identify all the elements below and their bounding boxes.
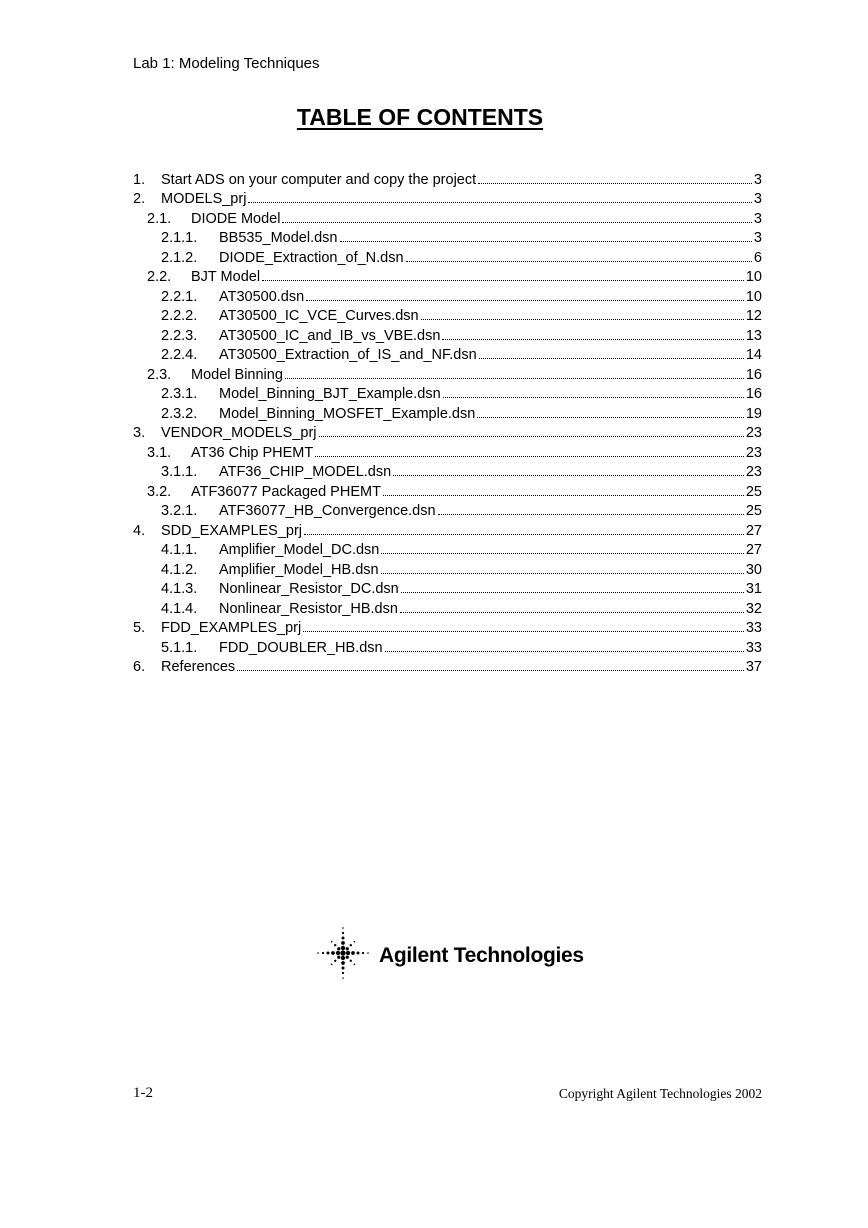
toc-entry (133, 422, 762, 442)
toc-entry-number: 3.2.1. (161, 503, 198, 519)
toc-dot-leader (262, 279, 744, 281)
toc-entry (133, 539, 762, 559)
toc-entry-page: 16 (745, 386, 762, 402)
toc-entry-number: 2. (133, 191, 146, 207)
toc-dot-leader (248, 201, 752, 203)
toc-entry (133, 656, 762, 676)
toc-entry-label: Model_Binning_MOSFET_Example.dsn (219, 405, 476, 422)
toc-entry-number: 5. (133, 620, 146, 636)
toc-entry-page: 10 (745, 269, 762, 285)
toc-dot-leader (400, 611, 744, 613)
toc-dot-leader (381, 572, 744, 574)
toc-entry-label: FDD_EXAMPLES_prj (161, 620, 302, 636)
toc-entry-number: 2.2. (147, 269, 172, 285)
toc-entry (133, 461, 762, 481)
toc-entry-label: Start ADS on your computer and copy the project (161, 171, 477, 188)
toc-entry-number: 3.1. (147, 444, 172, 461)
toc-entry-page: 23 (745, 425, 762, 441)
toc-entry-label: ATF36_CHIP_MODEL.dsn (219, 464, 392, 480)
toc-entry-page: 30 (745, 561, 762, 578)
toc-entry-number: 3. (133, 425, 146, 441)
toc-entry (133, 188, 762, 208)
toc-dot-leader (306, 299, 744, 301)
toc-entry-number: 2.2.4. (161, 347, 198, 363)
toc-entry-number: 2.2.3. (161, 327, 198, 344)
toc-entry-number: 5.1.1. (161, 639, 198, 656)
toc-entry-label: MODELS_prj (161, 191, 247, 207)
toc-entry (133, 441, 762, 461)
toc-entry (133, 344, 762, 364)
toc-entry-label: BB535_Model.dsn (219, 230, 338, 246)
toc-entry-number: 6. (133, 659, 146, 675)
toc-entry (133, 246, 762, 266)
toc-entry (133, 305, 762, 325)
table-of-contents (133, 168, 762, 675)
toc-entry-number: 2.2.2. (161, 308, 198, 324)
toc-entry-page: 3 (753, 230, 762, 246)
toc-entry-label: AT30500_IC_VCE_Curves.dsn (219, 308, 419, 324)
toc-dot-leader (237, 669, 744, 671)
toc-dot-leader (315, 455, 744, 457)
toc-entry-number: 3.2. (147, 483, 172, 500)
page-title: TABLE OF CONTENTS (296, 104, 544, 130)
toc-entry-label: AT30500_Extraction_of_IS_and_NF.dsn (219, 347, 477, 363)
agilent-spark-icon (313, 923, 373, 988)
toc-entry-page: 6 (753, 249, 762, 266)
toc-entry-number: 2.1.2. (161, 249, 198, 266)
toc-dot-leader (477, 416, 744, 418)
toc-dot-leader (381, 552, 743, 554)
toc-entry-label: AT30500.dsn (219, 288, 305, 305)
toc-entry (133, 266, 762, 286)
toc-entry-page: 19 (745, 405, 762, 422)
toc-entry-page: 23 (745, 464, 762, 480)
toc-entry-label: SDD_EXAMPLES_prj (161, 522, 303, 539)
toc-entry-page: 13 (745, 327, 762, 344)
page-number: 1-2 (133, 1085, 153, 1101)
toc-entry (133, 500, 762, 520)
toc-entry-page: 10 (745, 288, 762, 305)
toc-entry (133, 402, 762, 422)
logo-text: Agilent Technologies (379, 943, 584, 967)
toc-entry-label: Nonlinear_Resistor_DC.dsn (219, 581, 399, 597)
running-header: Lab 1: Modeling Techniques (133, 55, 320, 72)
toc-dot-leader (385, 650, 744, 652)
toc-entry-label: ATF36077 Packaged PHEMT (191, 483, 381, 500)
toc-entry (133, 578, 762, 598)
toc-dot-leader (443, 396, 744, 398)
toc-dot-leader (479, 357, 744, 359)
toc-entry-number: 4.1.2. (161, 561, 198, 578)
toc-entry-number: 2.2.1. (161, 288, 198, 305)
toc-dot-leader (401, 591, 744, 593)
toc-entry (133, 636, 762, 656)
toc-entry-label: VENDOR_MODELS_prj (161, 425, 317, 441)
toc-entry-page: 27 (745, 522, 762, 539)
toc-entry-page: 3 (753, 191, 762, 207)
toc-entry-page: 3 (753, 171, 762, 188)
toc-dot-leader (393, 474, 744, 476)
toc-entry (133, 227, 762, 247)
agilent-logo (313, 923, 584, 988)
toc-entry (133, 480, 762, 500)
toc-entry-page: 25 (745, 483, 762, 500)
toc-dot-leader (303, 630, 744, 632)
toc-entry-label: Amplifier_Model_HB.dsn (219, 561, 379, 578)
toc-entry-label: Model Binning (191, 366, 283, 383)
toc-entry-number: 4.1.4. (161, 600, 198, 617)
toc-entry-label: Nonlinear_Resistor_HB.dsn (219, 600, 398, 617)
toc-dot-leader (319, 435, 744, 437)
toc-dot-leader (285, 377, 744, 379)
toc-entry-number: 4.1.1. (161, 542, 198, 558)
toc-entry-page: 14 (745, 347, 762, 363)
toc-entry (133, 207, 762, 227)
toc-dot-leader (442, 338, 743, 340)
toc-entry-number: 2.3.2. (161, 405, 198, 422)
toc-dot-leader (406, 260, 752, 262)
toc-entry-number: 3.1.1. (161, 464, 198, 480)
toc-entry-label: AT30500_IC_and_IB_vs_VBE.dsn (219, 327, 441, 344)
toc-entry-page: 25 (745, 503, 762, 519)
toc-entry (133, 285, 762, 305)
toc-entry (133, 617, 762, 637)
toc-entry-number: 2.1.1. (161, 230, 198, 246)
toc-dot-leader (421, 318, 744, 320)
toc-dot-leader (340, 240, 752, 242)
toc-entry-number: 4.1.3. (161, 581, 198, 597)
toc-entry-page: 27 (745, 542, 762, 558)
toc-entry (133, 168, 762, 188)
toc-entry (133, 519, 762, 539)
toc-entry-label: BJT Model (191, 269, 261, 285)
toc-entry-label: DIODE_Extraction_of_N.dsn (219, 249, 404, 266)
toc-entry-label: AT36 Chip PHEMT (191, 444, 314, 461)
toc-dot-leader (438, 513, 744, 515)
toc-entry-label: References (161, 659, 236, 675)
toc-entry-page: 12 (745, 308, 762, 324)
toc-entry-page: 23 (745, 444, 762, 461)
toc-entry-label: ATF36077_HB_Convergence.dsn (219, 503, 436, 519)
toc-dot-leader (478, 182, 752, 184)
toc-entry-page: 33 (745, 639, 762, 656)
toc-entry-page: 32 (745, 600, 762, 617)
toc-entry-page: 16 (745, 366, 762, 383)
toc-entry-page: 33 (745, 620, 762, 636)
toc-entry-label: Model_Binning_BJT_Example.dsn (219, 386, 441, 402)
copyright-notice: Copyright Agilent Technologies 2002 (558, 1086, 762, 1101)
toc-dot-leader (383, 494, 744, 496)
toc-dot-leader (304, 533, 744, 535)
toc-dot-leader (282, 221, 751, 223)
toc-entry-number: 2.3.1. (161, 386, 198, 402)
toc-entry-number: 4. (133, 522, 146, 539)
toc-entry (133, 383, 762, 403)
toc-entry (133, 363, 762, 383)
toc-entry-number: 1. (133, 171, 146, 188)
toc-entry-label: Amplifier_Model_DC.dsn (219, 542, 380, 558)
toc-entry-label: DIODE Model (191, 210, 281, 227)
toc-entry-page: 37 (745, 659, 762, 675)
toc-entry-number: 2.3. (147, 366, 172, 383)
toc-entry (133, 324, 762, 344)
toc-entry-number: 2.1. (147, 210, 172, 227)
toc-entry (133, 597, 762, 617)
toc-entry-page: 31 (745, 581, 762, 597)
toc-entry-page: 3 (753, 210, 762, 227)
toc-entry (133, 558, 762, 578)
toc-entry-label: FDD_DOUBLER_HB.dsn (219, 639, 383, 656)
